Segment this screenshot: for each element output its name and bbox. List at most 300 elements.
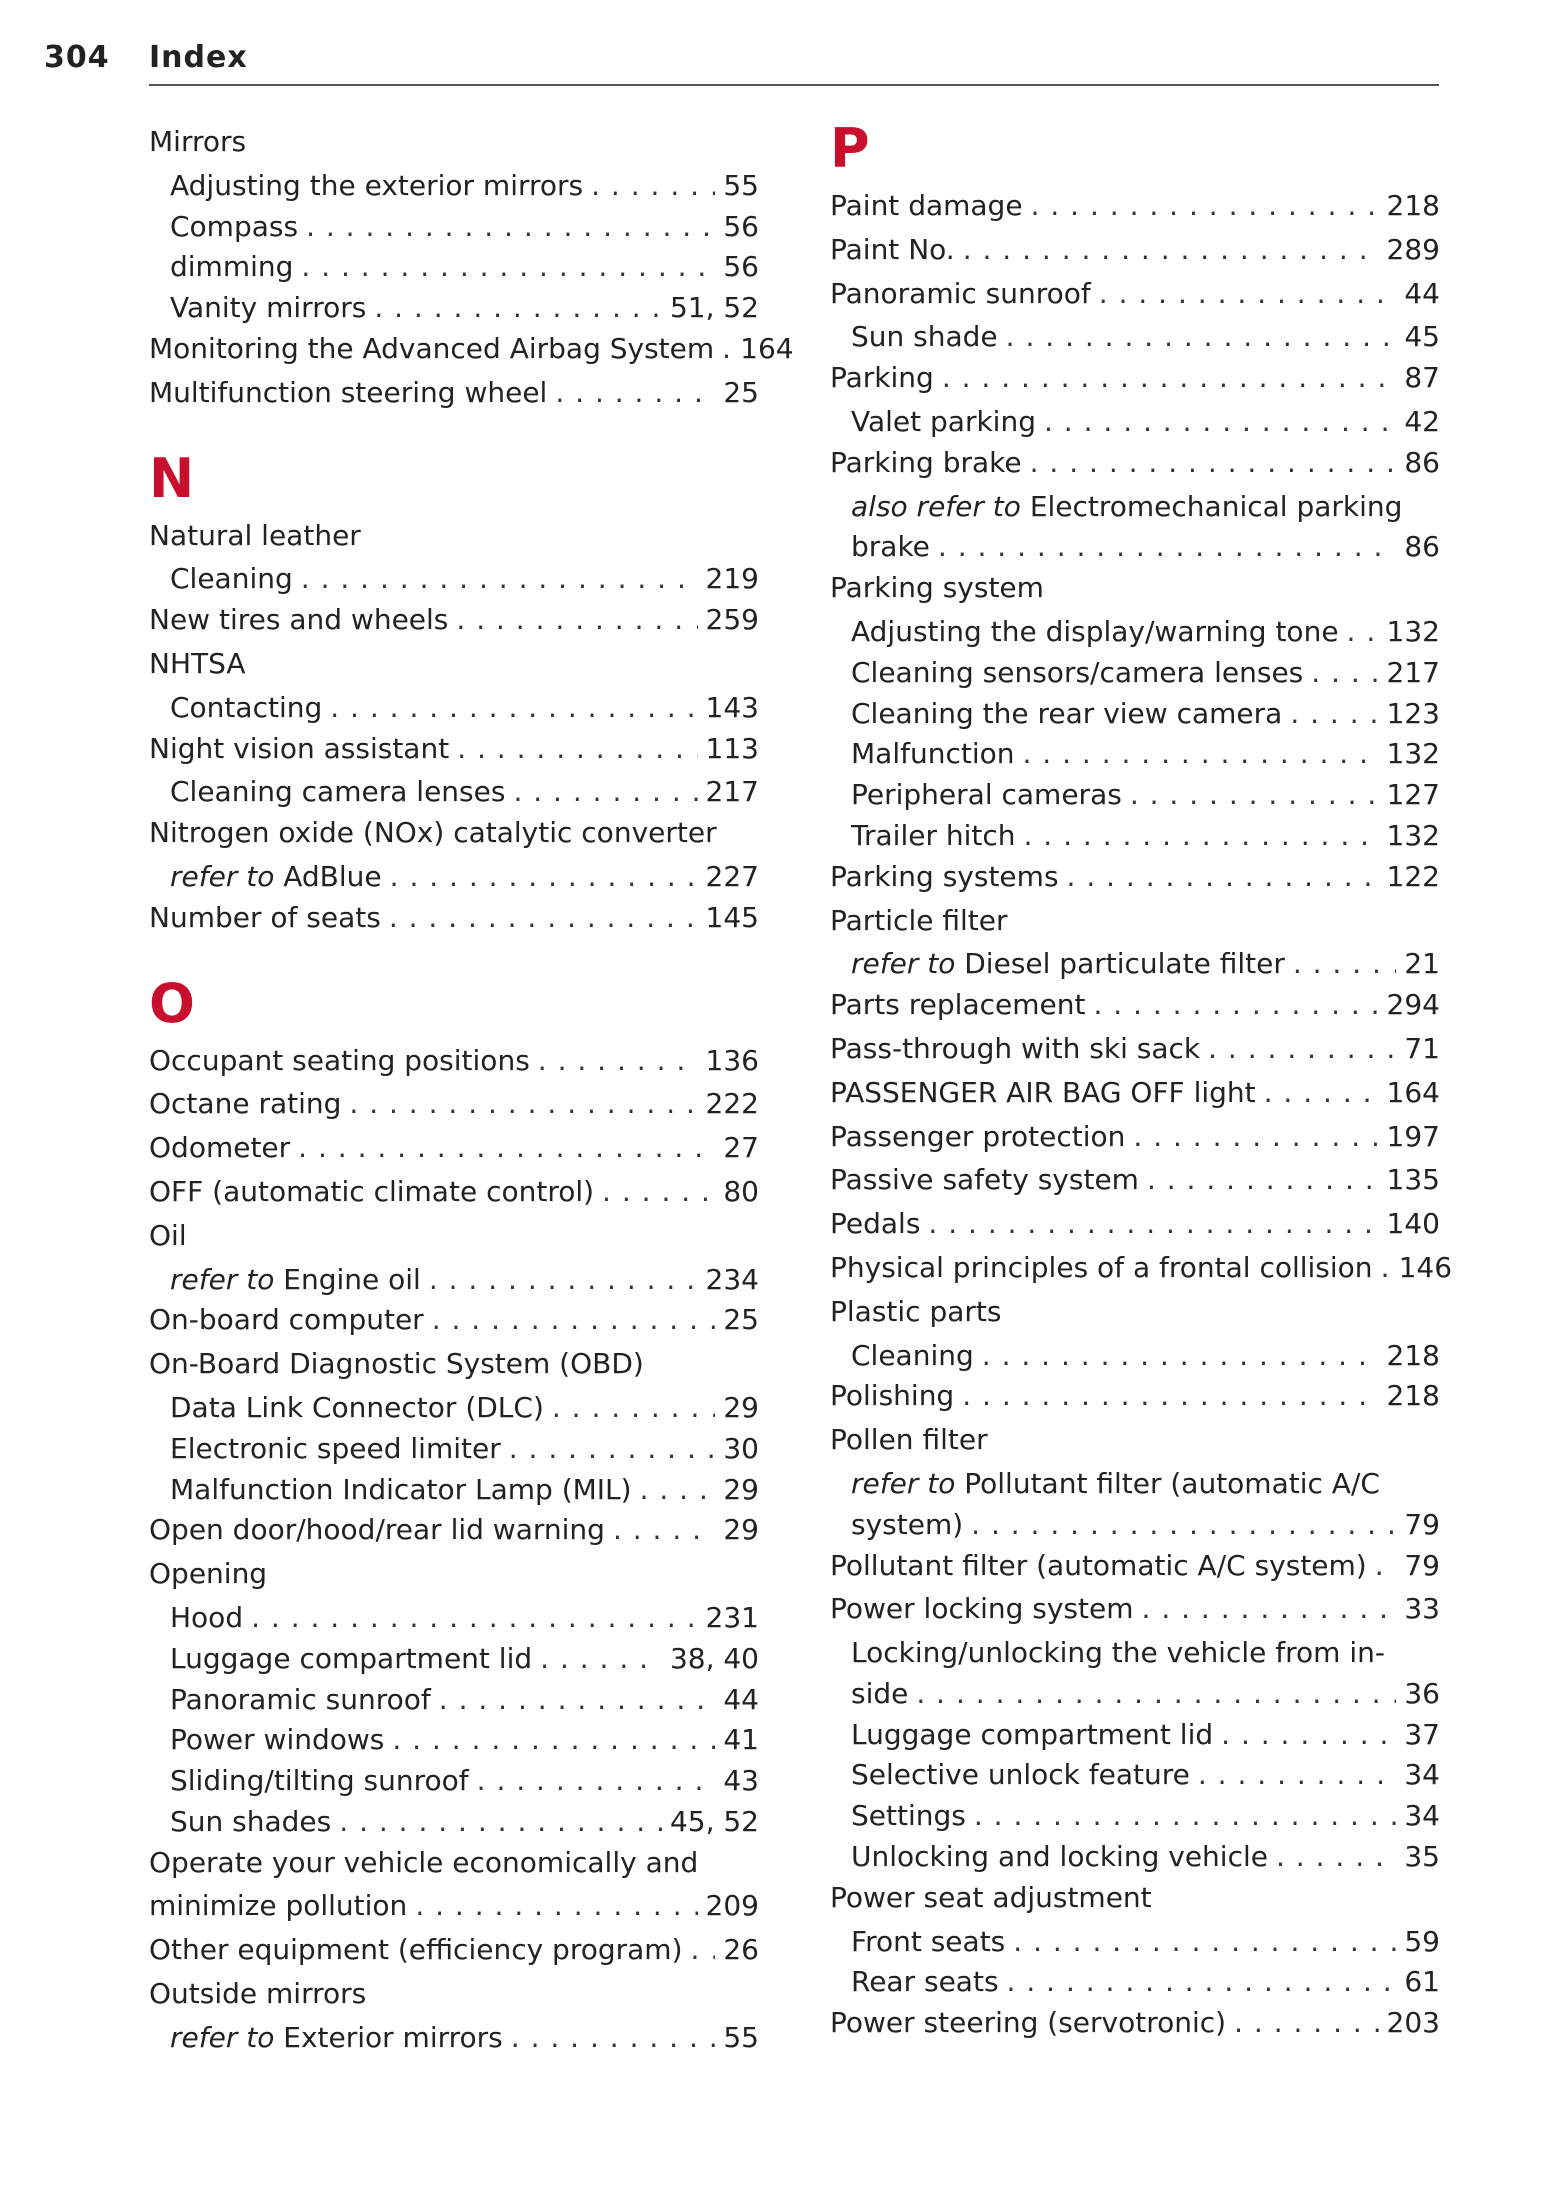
entry-term-wrap bbox=[851, 944, 1285, 985]
cross-reference-label: refer to bbox=[851, 947, 956, 981]
dot-leader bbox=[613, 1510, 715, 1551]
entry-term: Outside mirrors bbox=[149, 1977, 367, 2011]
index-subentry bbox=[149, 207, 759, 248]
entry-term: Contacting bbox=[170, 690, 323, 724]
entry-term: Compass bbox=[170, 209, 299, 243]
page-reference: 37 bbox=[1404, 1717, 1440, 1751]
entry-term: dimming bbox=[170, 250, 294, 284]
index-entry bbox=[149, 1930, 759, 1971]
header-rule bbox=[149, 84, 1439, 86]
page-reference: 122 bbox=[1386, 859, 1440, 893]
dot-leader bbox=[251, 1598, 697, 1639]
index-subentry bbox=[149, 1761, 759, 1802]
entry-term-wrap bbox=[830, 1073, 1256, 1114]
entry-term-wrap bbox=[851, 1796, 966, 1837]
entry-term: Pollen filter bbox=[830, 1423, 988, 1457]
page-reference: 209 bbox=[705, 1889, 759, 1923]
index-subentry bbox=[149, 247, 759, 288]
page-reference: 42 bbox=[1404, 404, 1440, 438]
entry-term-wrap bbox=[830, 1117, 1125, 1158]
dot-leader bbox=[1067, 857, 1379, 898]
index-entry bbox=[149, 600, 759, 641]
entry-term: side bbox=[851, 1676, 909, 1710]
entry-term-wrap bbox=[851, 653, 1303, 694]
page-reference: 26 bbox=[723, 1933, 759, 1967]
dot-leader bbox=[1093, 985, 1378, 1026]
index-entry bbox=[149, 1554, 759, 1595]
page-reference: 135 bbox=[1386, 1163, 1440, 1197]
page-reference: 29 bbox=[723, 1472, 759, 1506]
page-reference: 55 bbox=[723, 168, 759, 202]
dot-leader bbox=[1147, 1160, 1379, 1201]
entry-term-wrap bbox=[830, 186, 1023, 227]
entry-term: Occupant seating positions bbox=[149, 1043, 530, 1077]
dot-leader bbox=[1031, 186, 1379, 227]
index-entry bbox=[149, 122, 759, 163]
page-reference: 35 bbox=[1404, 1840, 1440, 1874]
dot-leader bbox=[1013, 1922, 1396, 1963]
dot-leader bbox=[298, 1128, 715, 1169]
page-reference: 56 bbox=[723, 209, 759, 243]
entry-term-wrap bbox=[830, 1160, 1139, 1201]
dot-leader bbox=[1099, 274, 1397, 315]
index-entry bbox=[149, 898, 759, 939]
entry-term: Pedals bbox=[830, 1207, 921, 1241]
entry-term: Power steering (servotronic) bbox=[830, 2006, 1227, 2040]
entry-term-wrap bbox=[830, 1204, 920, 1245]
index-subentry bbox=[149, 1639, 759, 1680]
page-reference: 113 bbox=[705, 731, 759, 765]
entry-term: Cleaning bbox=[170, 562, 293, 596]
entry-term: Octane rating bbox=[149, 1087, 342, 1121]
dot-leader bbox=[1044, 402, 1396, 443]
page-reference: 132 bbox=[1386, 737, 1440, 771]
entry-term: Locking/unlocking the vehicle from in- bbox=[851, 1636, 1385, 1670]
cross-reference-label: refer to bbox=[170, 2020, 275, 2054]
dot-leader bbox=[555, 373, 715, 414]
dot-leader bbox=[1221, 1715, 1396, 1756]
dot-leader bbox=[301, 247, 715, 288]
page-header bbox=[44, 40, 1439, 88]
dot-leader bbox=[591, 166, 715, 207]
entry-term: Odometer bbox=[149, 1131, 291, 1165]
entry-term: system) bbox=[851, 1507, 964, 1541]
index-entry bbox=[830, 1160, 1440, 1201]
entry-term-wrap bbox=[149, 1510, 605, 1551]
page-reference: 164 bbox=[1386, 1075, 1440, 1109]
entry-term-wrap bbox=[149, 1172, 594, 1213]
entry-term-wrap bbox=[851, 1962, 999, 2003]
entry-term-wrap bbox=[830, 1248, 1373, 1289]
index-letter-heading: P bbox=[830, 117, 870, 180]
entry-term: Peripheral cameras bbox=[851, 778, 1122, 812]
page-reference: 38, 40 bbox=[669, 1641, 759, 1675]
index-entry bbox=[830, 2003, 1440, 2044]
page-reference: 51, 52 bbox=[669, 291, 759, 325]
entry-term: Passive safety system bbox=[830, 1163, 1139, 1197]
entry-term-wrap bbox=[851, 1922, 1005, 1963]
index-entry bbox=[149, 1344, 759, 1385]
entry-term: Cleaning camera lenses bbox=[170, 775, 506, 809]
dot-leader bbox=[971, 1505, 1396, 1546]
index-entry bbox=[830, 901, 1440, 942]
page-reference: 27 bbox=[723, 1131, 759, 1165]
entry-term-wrap bbox=[830, 1546, 1367, 1587]
entry-term: brake bbox=[851, 530, 930, 564]
index-subentry bbox=[830, 694, 1440, 735]
entry-term-wrap bbox=[830, 857, 1059, 898]
cross-reference-label: also refer to bbox=[851, 489, 1021, 523]
entry-term: On-board computer bbox=[149, 1303, 424, 1337]
index-subentry bbox=[149, 559, 759, 600]
entry-term-wrap bbox=[149, 1886, 407, 1927]
index-column-right bbox=[830, 117, 1453, 2047]
page-reference: 132 bbox=[1386, 614, 1440, 648]
dot-leader bbox=[942, 358, 1397, 399]
entry-term: Pollutant filter (automatic A/C bbox=[964, 1466, 1380, 1500]
entry-term: Parking systems bbox=[830, 859, 1059, 893]
page-reference: 79 bbox=[1404, 1507, 1440, 1541]
page-reference: 30 bbox=[723, 1431, 759, 1465]
page-reference: 203 bbox=[1386, 2006, 1440, 2040]
entry-term: Parking brake bbox=[830, 445, 1022, 479]
dot-leader bbox=[540, 1639, 662, 1680]
entry-term-wrap bbox=[149, 729, 449, 770]
index-entry bbox=[149, 516, 759, 557]
index-subentry bbox=[830, 1755, 1440, 1796]
index-entry bbox=[149, 1974, 759, 2015]
index-cross-reference bbox=[830, 1464, 1440, 1505]
dot-leader bbox=[602, 1172, 715, 1213]
dot-leader bbox=[640, 1470, 716, 1511]
page-reference: 45 bbox=[1404, 320, 1440, 354]
page-reference: 218 bbox=[1386, 189, 1440, 222]
entry-term: Cleaning sensors/camera lenses bbox=[851, 655, 1304, 689]
entry-term: Hood bbox=[170, 1600, 244, 1634]
index-subentry bbox=[149, 1260, 759, 1301]
page-reference: 218 bbox=[1386, 1379, 1440, 1413]
index-subentry bbox=[830, 1674, 1440, 1715]
index-subentry bbox=[830, 944, 1440, 985]
dot-leader bbox=[349, 1084, 697, 1125]
entry-term-wrap bbox=[170, 288, 366, 329]
index-entry bbox=[830, 1878, 1440, 1919]
page-reference: 34 bbox=[1404, 1799, 1440, 1833]
dot-leader bbox=[1264, 1073, 1379, 1114]
dot-leader bbox=[1375, 1546, 1397, 1587]
entry-term: Diesel particulate filter bbox=[964, 947, 1285, 981]
page-reference: 25 bbox=[723, 1303, 759, 1337]
entry-term-wrap bbox=[170, 1470, 632, 1511]
index-entry bbox=[830, 358, 1440, 399]
index-entry bbox=[149, 644, 759, 685]
entry-term: Open door/hood/rear lid warning bbox=[149, 1513, 605, 1547]
entry-term: Parking system bbox=[830, 571, 1044, 605]
dot-leader bbox=[1133, 1117, 1378, 1158]
index-subentry bbox=[830, 1962, 1440, 2003]
entry-term-wrap bbox=[170, 1802, 331, 1843]
entry-term-wrap bbox=[830, 1589, 1134, 1630]
dot-leader bbox=[457, 729, 697, 770]
index-entry bbox=[149, 1216, 759, 1257]
entry-term: Cleaning bbox=[851, 1338, 974, 1372]
entry-term-wrap bbox=[851, 1837, 1268, 1878]
entry-term: Pollutant filter (automatic A/C system) bbox=[830, 1548, 1367, 1582]
entry-term: Malfunction Indicator Lamp (MIL) bbox=[170, 1472, 632, 1506]
dot-leader bbox=[1311, 653, 1378, 694]
dot-leader bbox=[415, 1886, 697, 1927]
entry-term-wrap bbox=[170, 1598, 243, 1639]
page-reference: 146 bbox=[1398, 1250, 1453, 1284]
index-entry bbox=[830, 186, 1440, 227]
entry-term: Other equipment (efficiency program) bbox=[149, 1933, 683, 1967]
entry-term-wrap bbox=[851, 402, 1036, 443]
index-subentry bbox=[830, 775, 1440, 816]
page-reference: 25 bbox=[723, 375, 759, 409]
entry-term-wrap bbox=[851, 612, 1339, 653]
page-reference: 29 bbox=[723, 1513, 759, 1547]
entry-term-wrap bbox=[830, 1376, 954, 1417]
entry-term: Sliding/tilting sunroof bbox=[170, 1764, 469, 1798]
entry-term-wrap bbox=[170, 1429, 501, 1470]
page-number: 304 bbox=[44, 40, 110, 75]
page-reference: 143 bbox=[705, 690, 759, 724]
entry-term: Parking bbox=[830, 361, 934, 395]
page-reference: 234 bbox=[705, 1262, 759, 1296]
index-subentry bbox=[149, 2018, 759, 2059]
cross-reference-label: refer to bbox=[851, 1466, 956, 1500]
index-subentry bbox=[149, 1388, 759, 1429]
dot-leader bbox=[301, 559, 698, 600]
entry-term-wrap bbox=[149, 373, 547, 414]
index-cross-reference bbox=[830, 487, 1440, 528]
dot-leader bbox=[513, 772, 697, 813]
entry-term-wrap bbox=[830, 230, 955, 271]
dot-leader bbox=[722, 329, 732, 370]
entry-term-wrap bbox=[170, 247, 293, 288]
dot-leader bbox=[477, 1761, 716, 1802]
entry-term: Power locking system bbox=[830, 1592, 1134, 1626]
page-reference: 123 bbox=[1386, 696, 1440, 730]
entry-term: Passenger protection bbox=[830, 1119, 1126, 1153]
dot-leader bbox=[916, 1674, 1396, 1715]
entry-term-wrap bbox=[149, 600, 448, 641]
page-reference: 222 bbox=[705, 1087, 759, 1121]
entry-term: Engine oil bbox=[283, 1262, 421, 1296]
index-subentry bbox=[149, 1470, 759, 1511]
entry-term: Power seat adjustment bbox=[830, 1880, 1152, 1914]
section-title: Index bbox=[149, 40, 248, 75]
index-subentry bbox=[149, 772, 759, 813]
entry-term: Sun shades bbox=[170, 1804, 332, 1838]
entry-term: Monitoring the Advanced Airbag System bbox=[149, 331, 715, 365]
entry-term-wrap bbox=[851, 1336, 974, 1377]
entry-term-wrap bbox=[851, 1674, 908, 1715]
index-subentry bbox=[830, 1336, 1440, 1377]
page-reference: 55 bbox=[723, 2020, 759, 2054]
entry-term-wrap bbox=[170, 1761, 469, 1802]
entry-term-wrap bbox=[830, 443, 1022, 484]
index-entry bbox=[149, 1084, 759, 1125]
entry-term: Vanity mirrors bbox=[170, 291, 367, 325]
entry-term-wrap bbox=[149, 1930, 683, 1971]
dot-leader bbox=[432, 1300, 716, 1341]
page-reference: 86 bbox=[1404, 530, 1440, 564]
index-subentry bbox=[830, 1837, 1440, 1878]
dot-leader bbox=[1234, 2003, 1378, 2044]
page-reference: 227 bbox=[705, 859, 759, 893]
entry-term-wrap bbox=[170, 559, 293, 600]
dot-leader bbox=[390, 857, 698, 898]
entry-term: AdBlue bbox=[283, 859, 382, 893]
dot-leader bbox=[1347, 612, 1379, 653]
entry-term-wrap bbox=[149, 1041, 530, 1082]
index-entry bbox=[149, 1510, 759, 1551]
entry-term: Panoramic sunroof bbox=[170, 1682, 431, 1716]
entry-term: Luggage compartment lid bbox=[170, 1641, 533, 1675]
dot-leader bbox=[374, 288, 662, 329]
dot-leader bbox=[963, 230, 1379, 271]
entry-term: Cleaning the rear view camera bbox=[851, 696, 1283, 730]
page-reference: 43 bbox=[723, 1764, 759, 1798]
entry-term-wrap bbox=[149, 329, 714, 370]
page-reference: 164 bbox=[740, 331, 794, 365]
index-entry bbox=[830, 274, 1440, 315]
entry-term: Operate your vehicle economically and bbox=[149, 1845, 699, 1879]
index-entry bbox=[830, 1589, 1440, 1630]
page-reference: 36 bbox=[1404, 1676, 1440, 1710]
entry-term: Front seats bbox=[851, 1924, 1006, 1958]
entry-term: Paint No. bbox=[830, 232, 955, 266]
page-reference: 61 bbox=[1404, 1965, 1440, 1999]
entry-term-wrap bbox=[170, 1720, 384, 1761]
entry-term: Physical principles of a frontal collision bbox=[830, 1250, 1373, 1284]
entry-term-wrap bbox=[851, 816, 1016, 857]
dot-leader bbox=[306, 207, 715, 248]
entry-term: Opening bbox=[149, 1557, 268, 1591]
dot-leader bbox=[330, 688, 697, 729]
page-reference: 21 bbox=[1404, 947, 1440, 981]
index-entry bbox=[149, 813, 759, 854]
index-entry bbox=[830, 443, 1440, 484]
index-entry bbox=[830, 1376, 1440, 1417]
index-subentry bbox=[830, 653, 1440, 694]
dot-leader bbox=[429, 1260, 698, 1301]
entry-term-wrap bbox=[830, 274, 1091, 315]
index-subentry bbox=[149, 166, 759, 207]
dot-leader bbox=[1208, 1029, 1396, 1070]
entry-term-wrap bbox=[830, 1029, 1200, 1070]
entry-term: Night vision assistant bbox=[149, 731, 450, 765]
entry-term: Polishing bbox=[830, 1379, 955, 1413]
dot-leader bbox=[1293, 944, 1397, 985]
entry-term-wrap bbox=[170, 688, 322, 729]
page-reference: 145 bbox=[705, 900, 759, 934]
entry-term: Plastic parts bbox=[830, 1294, 1002, 1328]
entry-term-wrap bbox=[851, 527, 930, 568]
entry-term: Particle filter bbox=[830, 903, 1008, 937]
index-entry bbox=[149, 729, 759, 770]
dot-leader bbox=[389, 898, 698, 939]
entry-term: minimize pollution bbox=[149, 1889, 408, 1923]
dot-leader bbox=[1290, 694, 1378, 735]
entry-term-wrap bbox=[830, 2003, 1226, 2044]
entry-term-wrap bbox=[170, 2018, 503, 2059]
entry-term: New tires and wheels bbox=[149, 603, 449, 637]
dot-leader bbox=[1030, 443, 1397, 484]
entry-term-wrap bbox=[170, 857, 382, 898]
index-entry bbox=[830, 857, 1440, 898]
entry-term: Electronic speed limiter bbox=[170, 1431, 501, 1465]
index-entry bbox=[830, 1029, 1440, 1070]
page-reference: 197 bbox=[1386, 1119, 1440, 1153]
page-reference: 217 bbox=[1386, 655, 1440, 689]
index-subentry bbox=[830, 1796, 1440, 1837]
page-reference: 87 bbox=[1404, 361, 1440, 395]
page-reference: 59 bbox=[1404, 1924, 1440, 1958]
index-subentry bbox=[830, 612, 1440, 653]
index-subentry bbox=[149, 857, 759, 898]
index-subentry bbox=[149, 1680, 759, 1721]
entry-term: Unlocking and locking vehicle bbox=[851, 1840, 1268, 1874]
index-subentry bbox=[830, 527, 1440, 568]
entry-term: Adjusting the exterior mirrors bbox=[170, 168, 584, 202]
dot-leader bbox=[1022, 734, 1378, 775]
index-entry bbox=[149, 1843, 759, 1884]
entry-term: NHTSA bbox=[149, 646, 246, 680]
page-reference: 132 bbox=[1386, 818, 1440, 852]
entry-term: Settings bbox=[851, 1799, 966, 1833]
entry-term-wrap bbox=[149, 1300, 424, 1341]
entry-term-wrap bbox=[170, 207, 298, 248]
entry-term: Number of seats bbox=[149, 900, 381, 934]
entry-term: Power windows bbox=[170, 1723, 385, 1757]
index-subentry bbox=[149, 288, 759, 329]
index-subentry bbox=[149, 1802, 759, 1843]
page-reference: 71 bbox=[1404, 1031, 1440, 1065]
dot-leader bbox=[439, 1680, 716, 1721]
index-subentry bbox=[830, 402, 1440, 443]
page-reference: 86 bbox=[1404, 445, 1440, 479]
entry-term: Electromechanical parking bbox=[1029, 489, 1403, 523]
entry-term-wrap bbox=[830, 358, 934, 399]
dot-leader bbox=[511, 2018, 716, 2059]
entry-term: Selective unlock feature bbox=[851, 1758, 1190, 1792]
page-reference: 56 bbox=[723, 250, 759, 284]
dot-leader bbox=[962, 1376, 1378, 1417]
dot-leader bbox=[982, 1336, 1379, 1377]
entry-term-wrap bbox=[149, 1128, 290, 1169]
index-entry bbox=[149, 1886, 759, 1927]
index-entry bbox=[830, 1292, 1440, 1333]
index-subentry bbox=[149, 1720, 759, 1761]
entry-term-wrap bbox=[170, 1680, 431, 1721]
entry-term-wrap bbox=[851, 1715, 1213, 1756]
entry-term: Valet parking bbox=[851, 404, 1036, 438]
index-subentry bbox=[149, 1598, 759, 1639]
entry-term: Mirrors bbox=[149, 125, 247, 158]
entry-term-wrap bbox=[170, 1260, 421, 1301]
page-reference: 218 bbox=[1386, 1338, 1440, 1372]
page-reference: 127 bbox=[1386, 778, 1440, 812]
page-reference: 80 bbox=[723, 1174, 759, 1208]
dot-leader bbox=[974, 1796, 1397, 1837]
index-entry bbox=[149, 1128, 759, 1169]
dot-leader bbox=[691, 1930, 716, 1971]
entry-term-wrap bbox=[851, 1755, 1190, 1796]
dot-leader bbox=[552, 1388, 715, 1429]
entry-term: Parts replacement bbox=[830, 988, 1086, 1022]
